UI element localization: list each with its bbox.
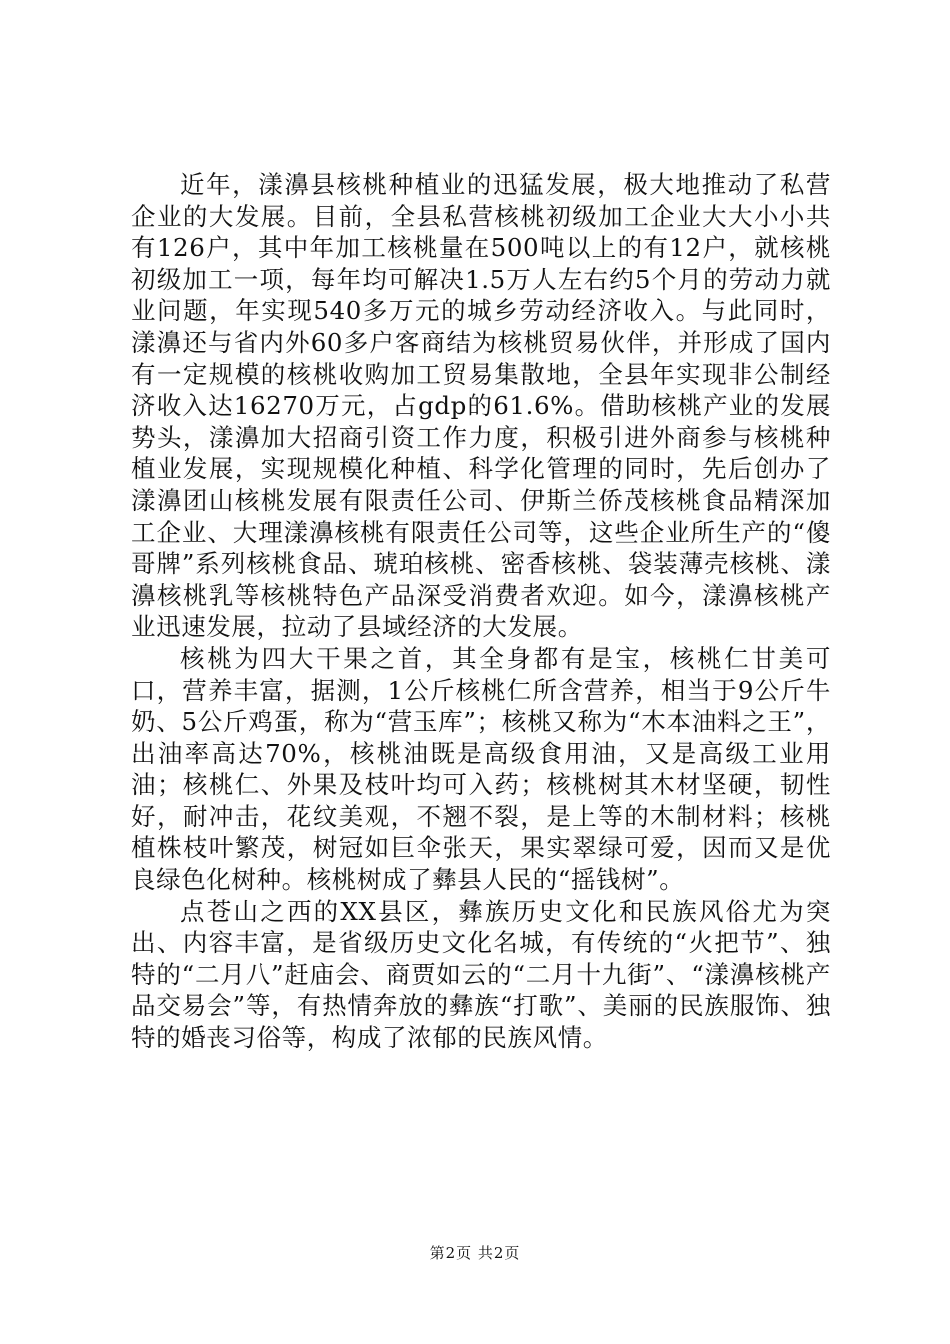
paragraph-walnut-industry: 近年，漾濞县核桃种植业的迅猛发展，极大地推动了私营企业的大发展。目前，全县私营核桃初级加工企业大大小小共有126户，其中年加工核桃量在500吨以上的有12户，就核桃初级加工一项，每年均可解决1.5万人左右约5个月的劳动力就业问题，年实现540多万元的城乡劳动经济收入。与此同时，漾濞还与省内外60多户客商结为核桃贸易伙伴，并形成了国内有一定规模的核桃收购加工贸易集散地，全县年实现非公制经济收入达16270万元，占gdp的61.6%。借助核桃产业的发展势头，漾濞加大招商引资工作力度，积极引进外商参与核桃种植业发展，实现规模化种植、科学化管理的同时，先后创办了漾濞团山核桃发展有限责任公司、伊斯兰侨茂核桃食品精深加工企业、大理漾濞核桃有限责任公司等，这些企业所生产的“傻哥牌”系列核桃食品、琥珀核桃、密香核桃、袋装薄壳核桃、漾濞核桃乳等核桃特色产品深受消费者欢迎。如今，漾濞核桃产业迅速发展，拉动了县域经济的大发展。: [131, 170, 831, 642]
page-footer: 第2页 共2页: [429, 1244, 521, 1262]
document-body: [131, 169, 831, 1054]
paragraph-walnut-value: 核桃为四大干果之首，其全身都有是宝，核桃仁甘美可口，营养丰富，据测，1公斤核桃仁所含营养，相当于9公斤牛奶、5公斤鸡蛋，称为“营玉库”；核桃又称为“木本油料之王”，出油率高达70%，核桃油既是高级食用油，又是高级工业用油；核桃仁、外果及枝叶均可入药；核桃树其木材坚硬，韧性好，耐冲击，花纹美观，不翘不裂，是上等的木制材料；核桃植株枝叶繁茂，树冠如巨伞张天，果实翠绿可爱，因而又是优良绿色化树种。核桃树成了彝县人民的“摇钱树”。: [131, 643, 831, 895]
paragraph-local-culture: 点苍山之西的XX县区，彝族历史文化和民族风俗尤为突出、内容丰富，是省级历史文化名城，有传统的“火把节”、独特的“二月八”赶庙会、商贾如云的“二月十九街”、“漾濞核桃产品交易会”等，有热情奔放的彝族“打歌”、美丽的民族服饰、独特的婚丧习俗等，构成了浓郁的民族风情。: [131, 896, 831, 1053]
